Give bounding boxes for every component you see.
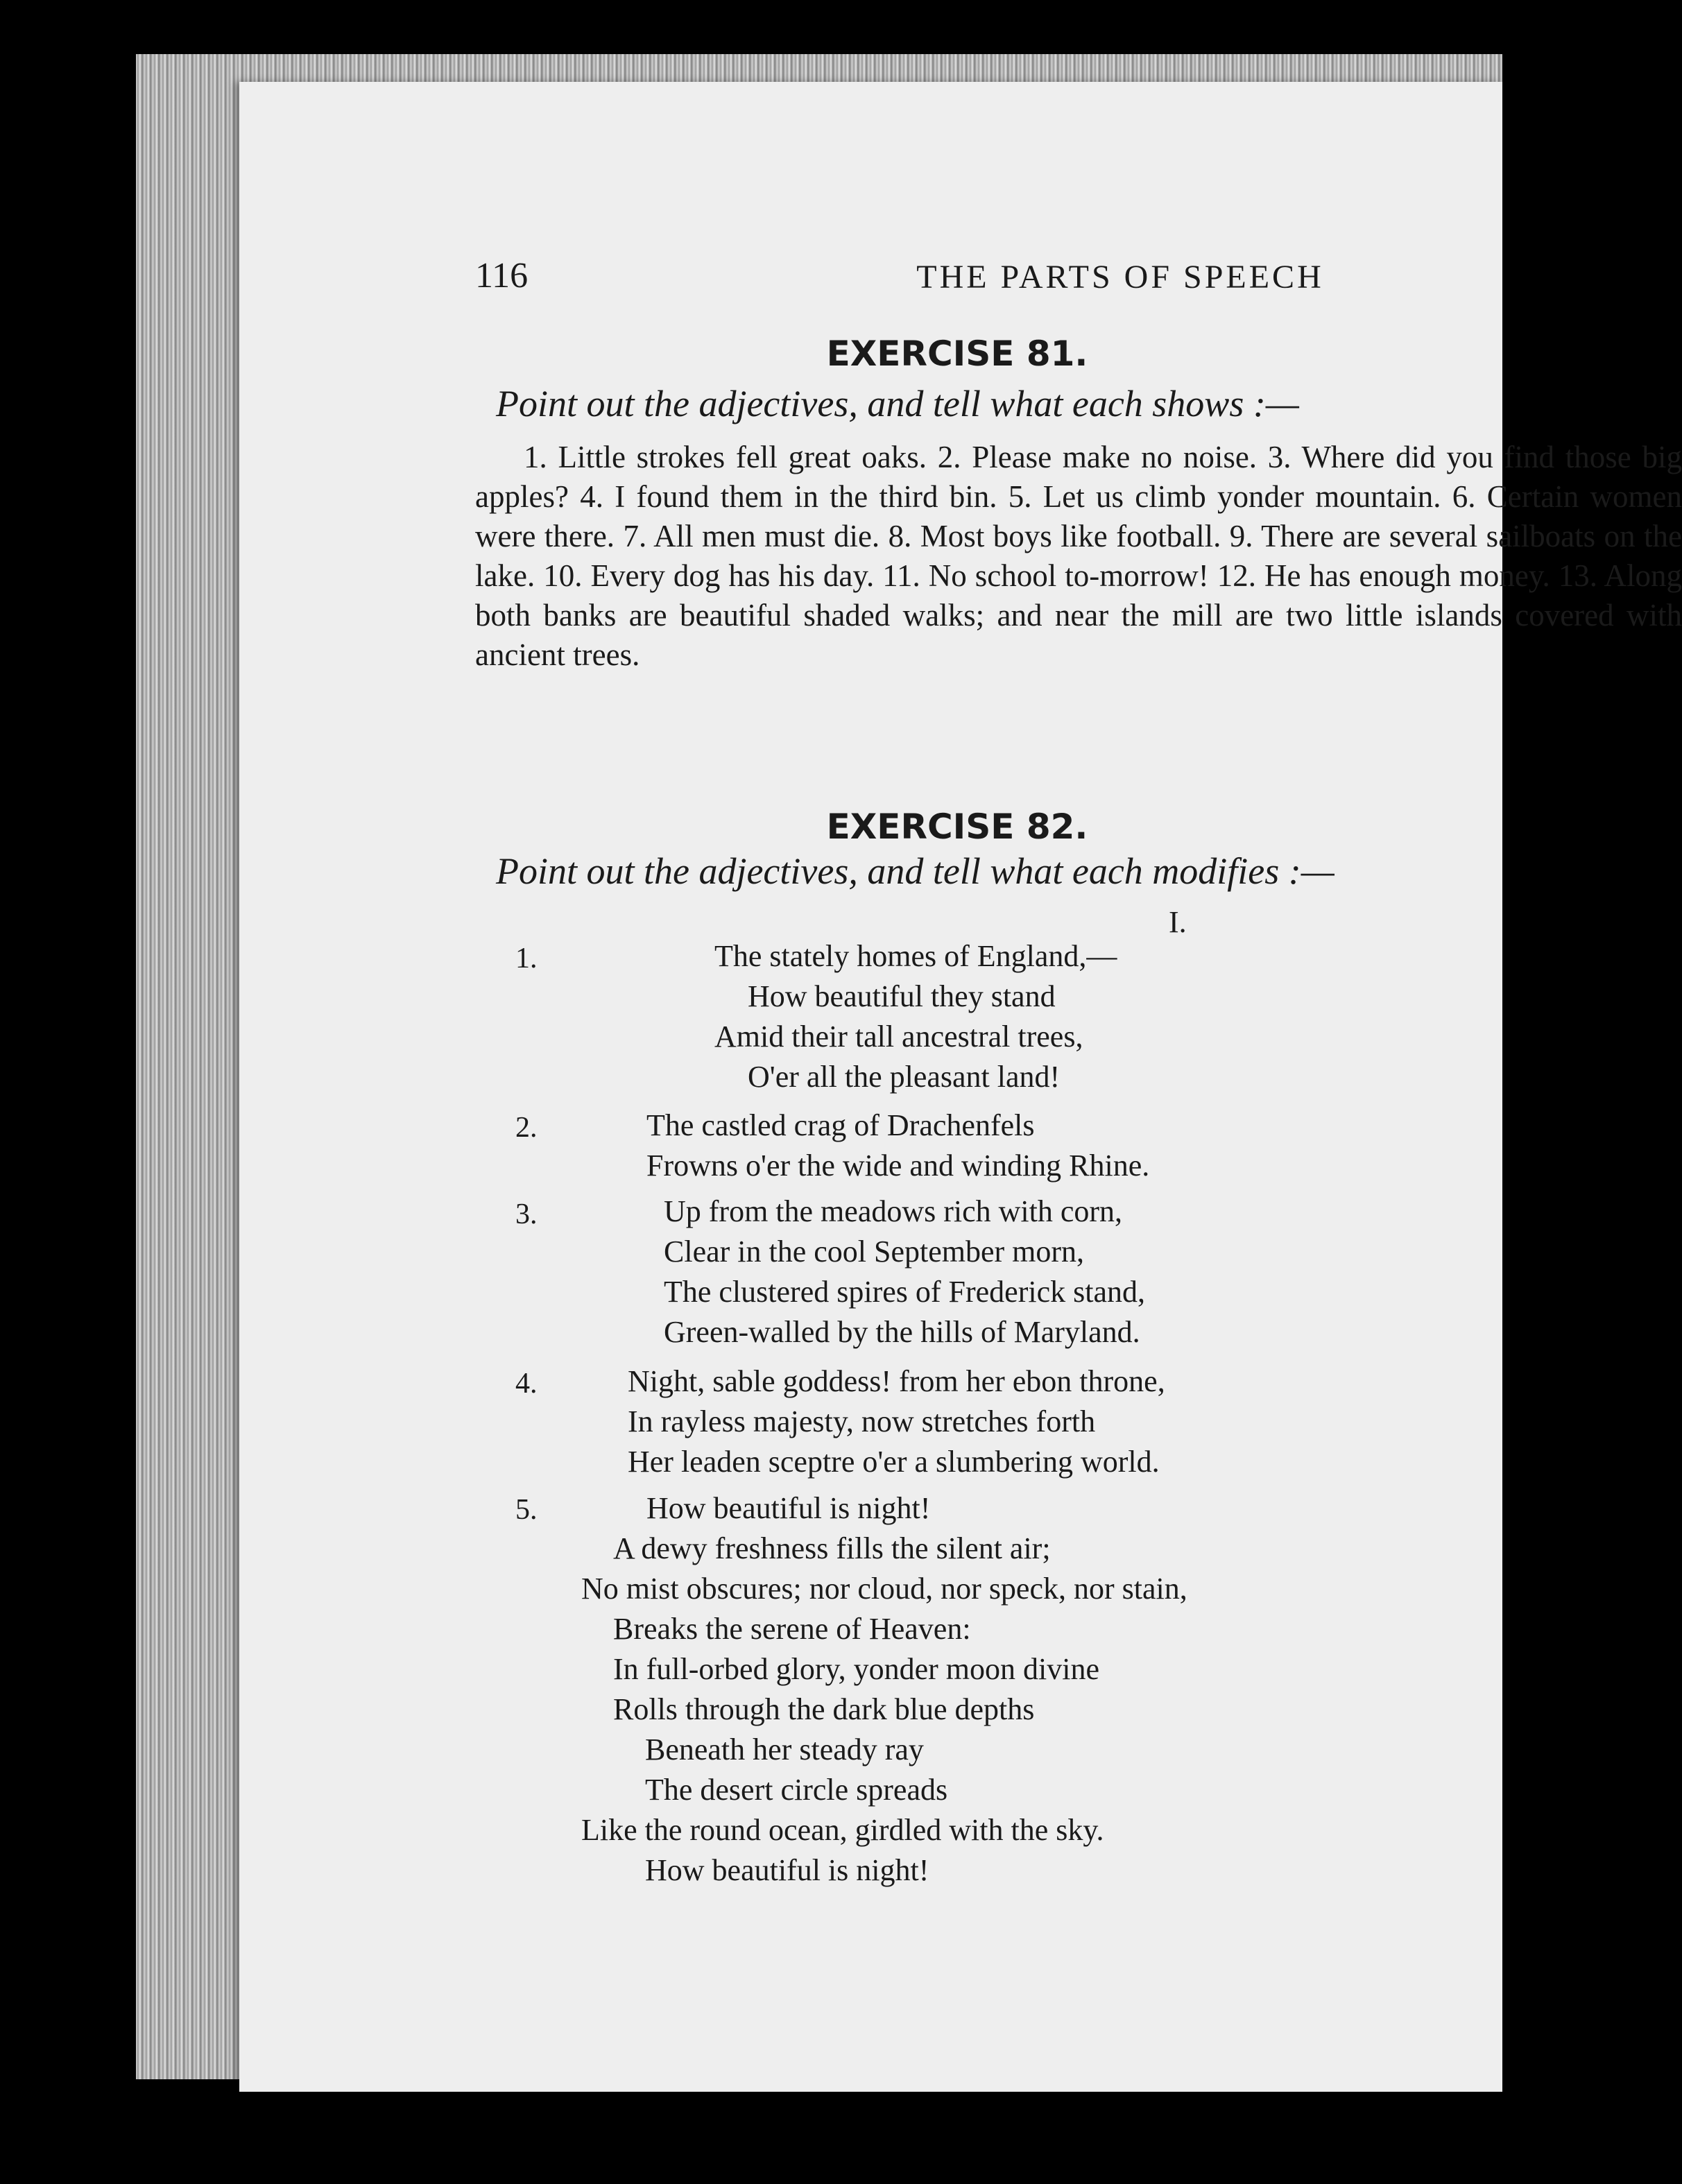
verse-line: How beautiful is night!	[645, 1853, 929, 1887]
exercise-81-heading: EXERCISE 81.	[826, 334, 1088, 374]
poem-number: 2.	[515, 1112, 538, 1144]
verse-line: No mist obscures; nor cloud, nor speck, nor stain,	[581, 1572, 1187, 1606]
page-number: 116	[475, 256, 529, 295]
part-number: I.	[1169, 905, 1187, 939]
exercise-82-instruction: Point out the adjectives, and tell what each modifies :—	[496, 850, 1335, 892]
verse-line: The castled crag of Drachenfels	[646, 1108, 1035, 1142]
verse-line: Her leaden sceptre o'er a slumbering world.	[628, 1445, 1160, 1479]
verse-line: How beautiful is night!	[646, 1491, 931, 1525]
running-head	[475, 255, 1682, 311]
verse-line: O'er all the pleasant land!	[748, 1060, 1061, 1094]
running-title: THE PARTS OF SPEECH	[916, 259, 1324, 295]
verse-line: The desert circle spreads	[645, 1773, 948, 1807]
exercise-82-heading: EXERCISE 82.	[826, 807, 1088, 847]
verse-line: Up from the meadows rich with corn,	[664, 1194, 1123, 1228]
poem-2	[646, 1106, 1149, 1186]
poem-5	[581, 1488, 1187, 1891]
verse-line: In rayless majesty, now stretches forth	[628, 1404, 1096, 1438]
exercise-81-paragraph: 1. Little strokes fell great oaks. 2. Please make no noise. 3. Where did you find those big apples? 4. I found them in the third bin. 5. Let us climb yonder mountain. 6. Certain women were there. 7. All men must die. 8. Most boys like football. 9. There are several sailboats on the lake. 10. Every dog has his day. 11. No school to-morrow! 12. He has enough money. 13. Along both banks are beautiful shaded walks; and near the mill are two little islands covered with ancient trees.	[475, 440, 1682, 672]
exercise-81-instruction: Point out the adjectives, and tell what each shows :—	[496, 383, 1299, 424]
poem-number: 1.	[515, 943, 538, 974]
poem-1	[714, 936, 1117, 1097]
verse-line: Rolls through the dark blue depths	[613, 1692, 1035, 1726]
verse-line: Clear in the cool September morn,	[664, 1235, 1085, 1269]
poem-number: 5.	[515, 1494, 538, 1526]
verse-line: Breaks the serene of Heaven:	[613, 1612, 971, 1646]
book-page	[239, 82, 1682, 2092]
verse-line: Night, sable goddess! from her ebon throne,	[628, 1364, 1165, 1398]
verse-line: The clustered spires of Frederick stand,	[664, 1275, 1145, 1309]
poem-number: 4.	[515, 1368, 538, 1400]
verse-line: Beneath her steady ray	[645, 1732, 924, 1766]
verse-line: Like the round ocean, girdled with the sky.	[581, 1813, 1104, 1847]
verse-line: How beautiful they stand	[748, 979, 1056, 1013]
verse-line: Amid their tall ancestral trees,	[714, 1020, 1083, 1054]
verse-line: Green-walled by the hills of Maryland.	[664, 1315, 1140, 1349]
verse-line: The stately homes of England,—	[714, 939, 1117, 973]
poem-number: 3.	[515, 1198, 538, 1230]
verse-line: In full-orbed glory, yonder moon divine	[613, 1652, 1099, 1686]
poem-3	[664, 1192, 1145, 1352]
verse-line: A dewy freshness fills the silent air;	[613, 1531, 1051, 1565]
poem-4	[628, 1361, 1165, 1482]
verse-line: Frowns o'er the wide and winding Rhine.	[646, 1149, 1150, 1183]
exercise-81-text	[475, 438, 1682, 675]
